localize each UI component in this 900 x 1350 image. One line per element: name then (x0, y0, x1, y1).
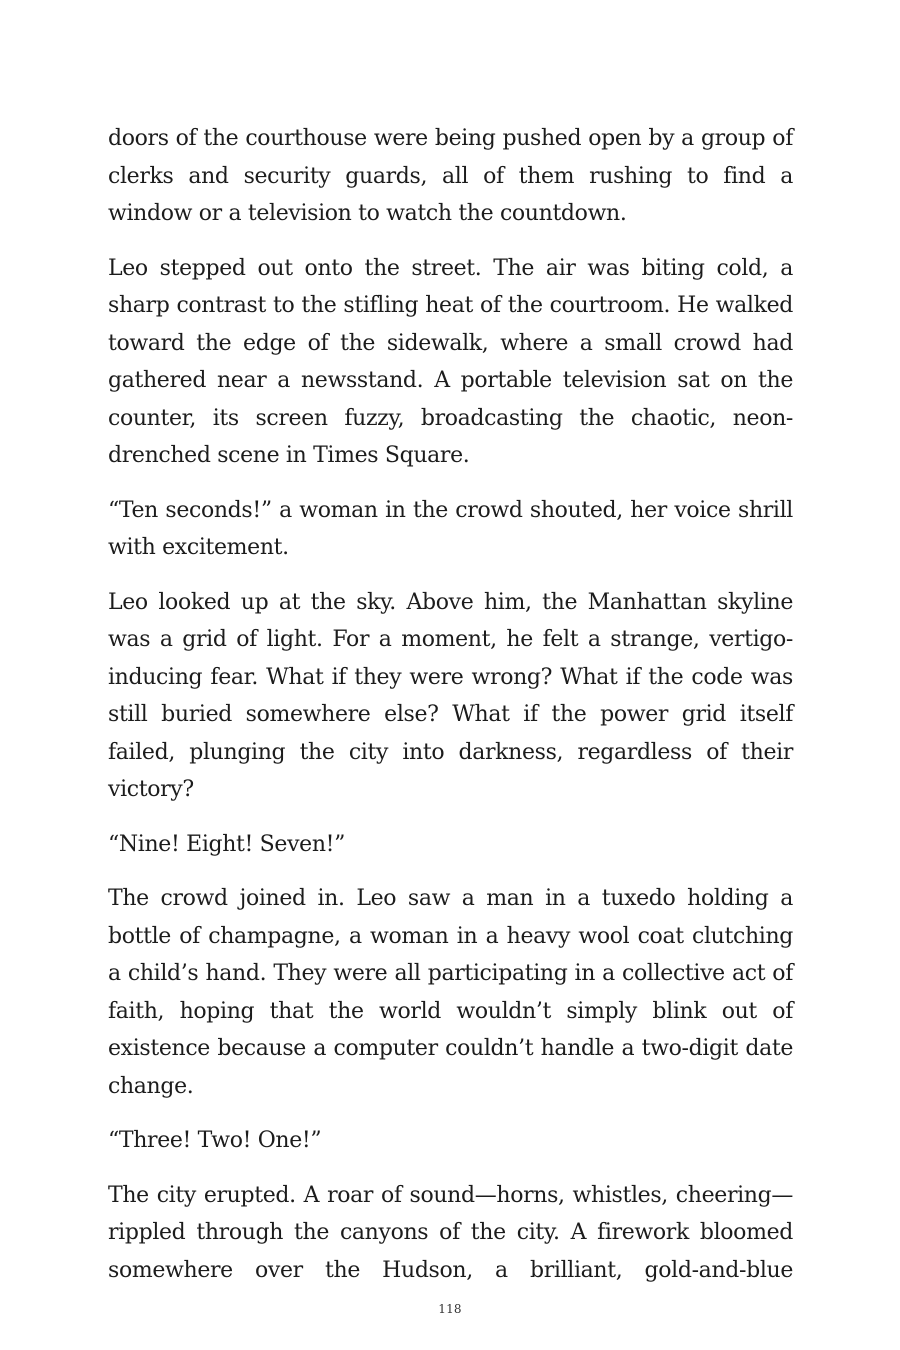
page-number: 118 (438, 1302, 462, 1316)
paragraph-continued: The city erupted. A roar of sound—horns, whistles, cheering—rippled through the canyons of the city. A firework bloomed somewhere over the Hudson, a brilliant, gold-and-blue (108, 1182, 793, 1283)
paragraph: “Three! Two! One!” (108, 1128, 322, 1153)
paragraph: Leo looked up at the sky. Above him, the Manhattan skyline was a grid of light. For a moment, he felt a strange, vertigo-inducing fear. What if they were wrong? What if the code was still buried somewhere else? What if the power grid itself failed, plunging the city into darkness, regardless of their victory? (108, 589, 793, 802)
paragraph: “Ten seconds!” a woman in the crowd shouted, her voice shrill with excitement. (108, 497, 793, 560)
paragraph: Leo stepped out onto the street. The air was biting cold, a sharp contrast to the stifling heat of the courtroom. He walked toward the edge of the sidewalk, where a small crowd had gathered near a newsstand. A portable television sat on the counter, its screen fuzzy, broadcasting the chaotic, neon-drenched scene in Times Square. (108, 255, 793, 468)
body-text (108, 120, 793, 1306)
paragraph: The crowd joined in. Leo saw a man in a tuxedo holding a bottle of champagne, a woman in a heavy wool coat clutching a child’s hand. They were all participating in a collective act of faith, hoping that the world wouldn’t simply blink out of existence because a computer couldn’t handle a two-digit date change. (108, 886, 793, 1099)
paragraph: “Nine! Eight! Seven!” (108, 831, 346, 857)
paragraph: doors of the courthouse were being pushed open by a group of clerks and security guards, all of them rushing to find a window or a television to watch the countdown. (108, 126, 793, 226)
